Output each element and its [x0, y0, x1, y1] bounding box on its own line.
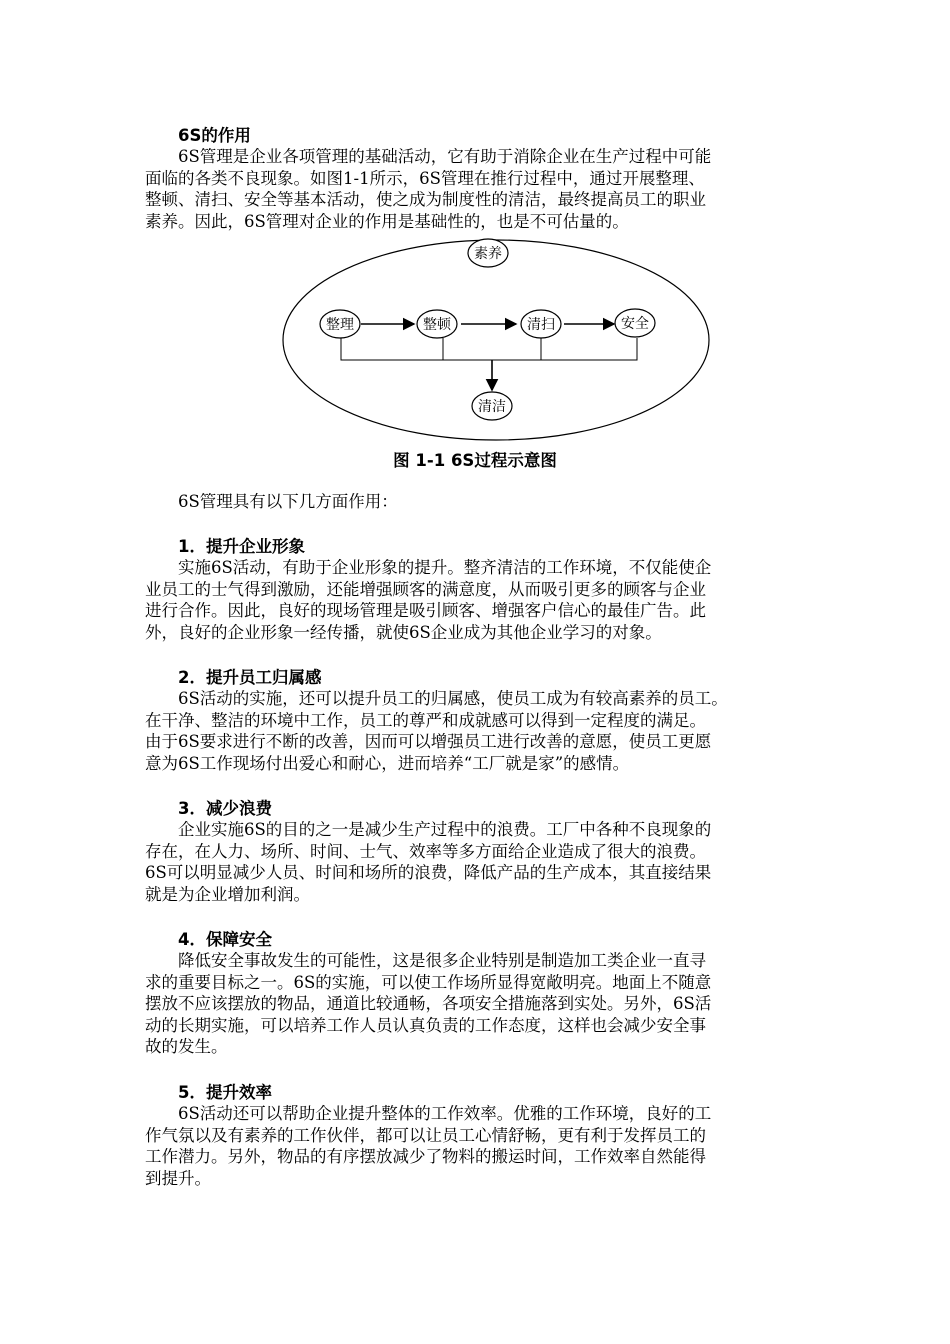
node-anquan: [615, 309, 655, 337]
intro-line: 素养。因此，6S管理对企业的作用是基础性的，也是不可估量的。: [145, 211, 629, 231]
section-title: 6S的作用: [178, 126, 251, 145]
section-paragraph: [145, 1103, 815, 1189]
intro-line: 面临的各类不良现象。如图1-1所示，6S管理在推行过程中，通过开展整理、: [145, 168, 705, 188]
node-label: 安全: [621, 316, 649, 332]
paragraph-line: 摆放不应该摆放的物品，通道比较通畅，各项安全措施落到实处。另外，6S活: [145, 994, 712, 1014]
node-suyang: [468, 239, 508, 267]
node-label: 清扫: [527, 317, 555, 333]
paragraph-line: 动的长期实施，可以培养工作人员认真负责的工作态度，这样也会减少安全事: [145, 1015, 706, 1035]
paragraph-line: 求的重要目标之一。6S的实施，可以使工作场所显得宽敞明亮。地面上不随意: [145, 972, 712, 992]
section-1: [145, 536, 815, 643]
section-paragraph: [145, 950, 815, 1057]
paragraph-line: 业员工的士气得到激励，还能增强顾客的满意度，从而吸引更多的顾客与企业: [145, 579, 706, 599]
process-diagram: [0, 0, 950, 450]
paragraph-line: 作气氛以及有素养的工作伙伴，都可以让员工心情舒畅，更有利于发挥员工的: [145, 1125, 706, 1145]
intro-line: 6S管理是企业各项管理的基础活动，它有助于消除企业在生产过程中可能: [178, 147, 712, 167]
paragraph-line: 故的发生。: [145, 1037, 228, 1057]
paragraph-line: 存在，在人力、场所、时间、士气、效率等多方面给企业造成了很大的浪费。: [145, 841, 706, 861]
section-heading: 2．提升员工归属感: [178, 668, 322, 687]
paragraph-line: 由于6S要求进行不断的改善，因而可以增强员工进行改善的意愿，使员工更愿: [145, 732, 712, 752]
node-label: 整理: [326, 317, 354, 333]
paragraph-line: 企业实施6S的目的之一是减少生产过程中的浪费。工厂中各种不良现象的: [178, 820, 712, 840]
section-2: [145, 667, 815, 774]
intro-line: 整顿、清扫、安全等基本活动，使之成为制度性的清洁，最终提高员工的职业: [145, 190, 706, 210]
paragraph-line: 6S活动还可以帮助企业提升整体的工作效率。优雅的工作环境，良好的工: [178, 1104, 712, 1124]
section-4: [145, 929, 815, 1057]
section-3: [145, 798, 815, 905]
node-qingjie: [472, 392, 512, 420]
section-5: [145, 1082, 815, 1189]
section-heading: 1．提升企业形象: [178, 537, 305, 556]
node-qingsao: [521, 310, 561, 338]
paragraph-line: 到提升。: [145, 1168, 211, 1188]
node-zhengdun: [417, 310, 457, 338]
figure-caption: 图 1-1 6S过程示意图: [393, 451, 557, 470]
connector-line: [341, 338, 637, 360]
paragraph-line: 实施6S活动，有助于企业形象的提升。整齐清洁的工作环境，不仅能使企: [178, 558, 712, 578]
lead-block: [145, 491, 815, 512]
section-heading: 3．减少浪费: [178, 799, 272, 818]
paragraph-line: 外，良好的企业形象一经传播，就使6S企业成为其他企业学习的对象。: [145, 622, 662, 642]
paragraph-line: 在干净、整洁的环境中工作，员工的尊严和成就感可以得到一定程度的满足。: [145, 710, 706, 730]
paragraph-line: 降低安全事故发生的可能性，这是很多企业特别是制造加工类企业一直寻: [178, 951, 706, 971]
section-paragraph: [145, 688, 815, 774]
paragraph-line: 6S可以明显减少人员、时间和场所的浪费，降低产品的生产成本，其直接结果: [145, 863, 712, 883]
node-label: 清洁: [478, 399, 506, 415]
section-heading: 4．保障安全: [178, 930, 272, 949]
node-label: 素养: [474, 246, 502, 262]
paragraph-line: 6S活动的实施，还可以提升员工的归属感，使员工成为有较高素养的员工。: [178, 689, 728, 709]
paragraph-line: 意为6S工作现场付出爱心和耐心，进而培养“工厂就是家”的感情。: [145, 753, 630, 773]
lead-line: 6S管理具有以下几方面作用：: [178, 492, 398, 511]
paragraph-line: 工作潜力。另外，物品的有序摆放减少了物料的搬运时间，工作效率自然能得: [145, 1147, 706, 1167]
section-heading: 5．提升效率: [178, 1083, 272, 1102]
node-label: 整顿: [423, 317, 451, 333]
paragraph-line: 进行合作。因此，良好的现场管理是吸引顾客、增强客户信心的最佳广告。此: [145, 601, 706, 621]
section-paragraph: [145, 557, 815, 643]
node-zhengli: [320, 310, 360, 338]
section-paragraph: [145, 819, 815, 905]
paragraph-line: 就是为企业增加利润。: [145, 884, 310, 904]
